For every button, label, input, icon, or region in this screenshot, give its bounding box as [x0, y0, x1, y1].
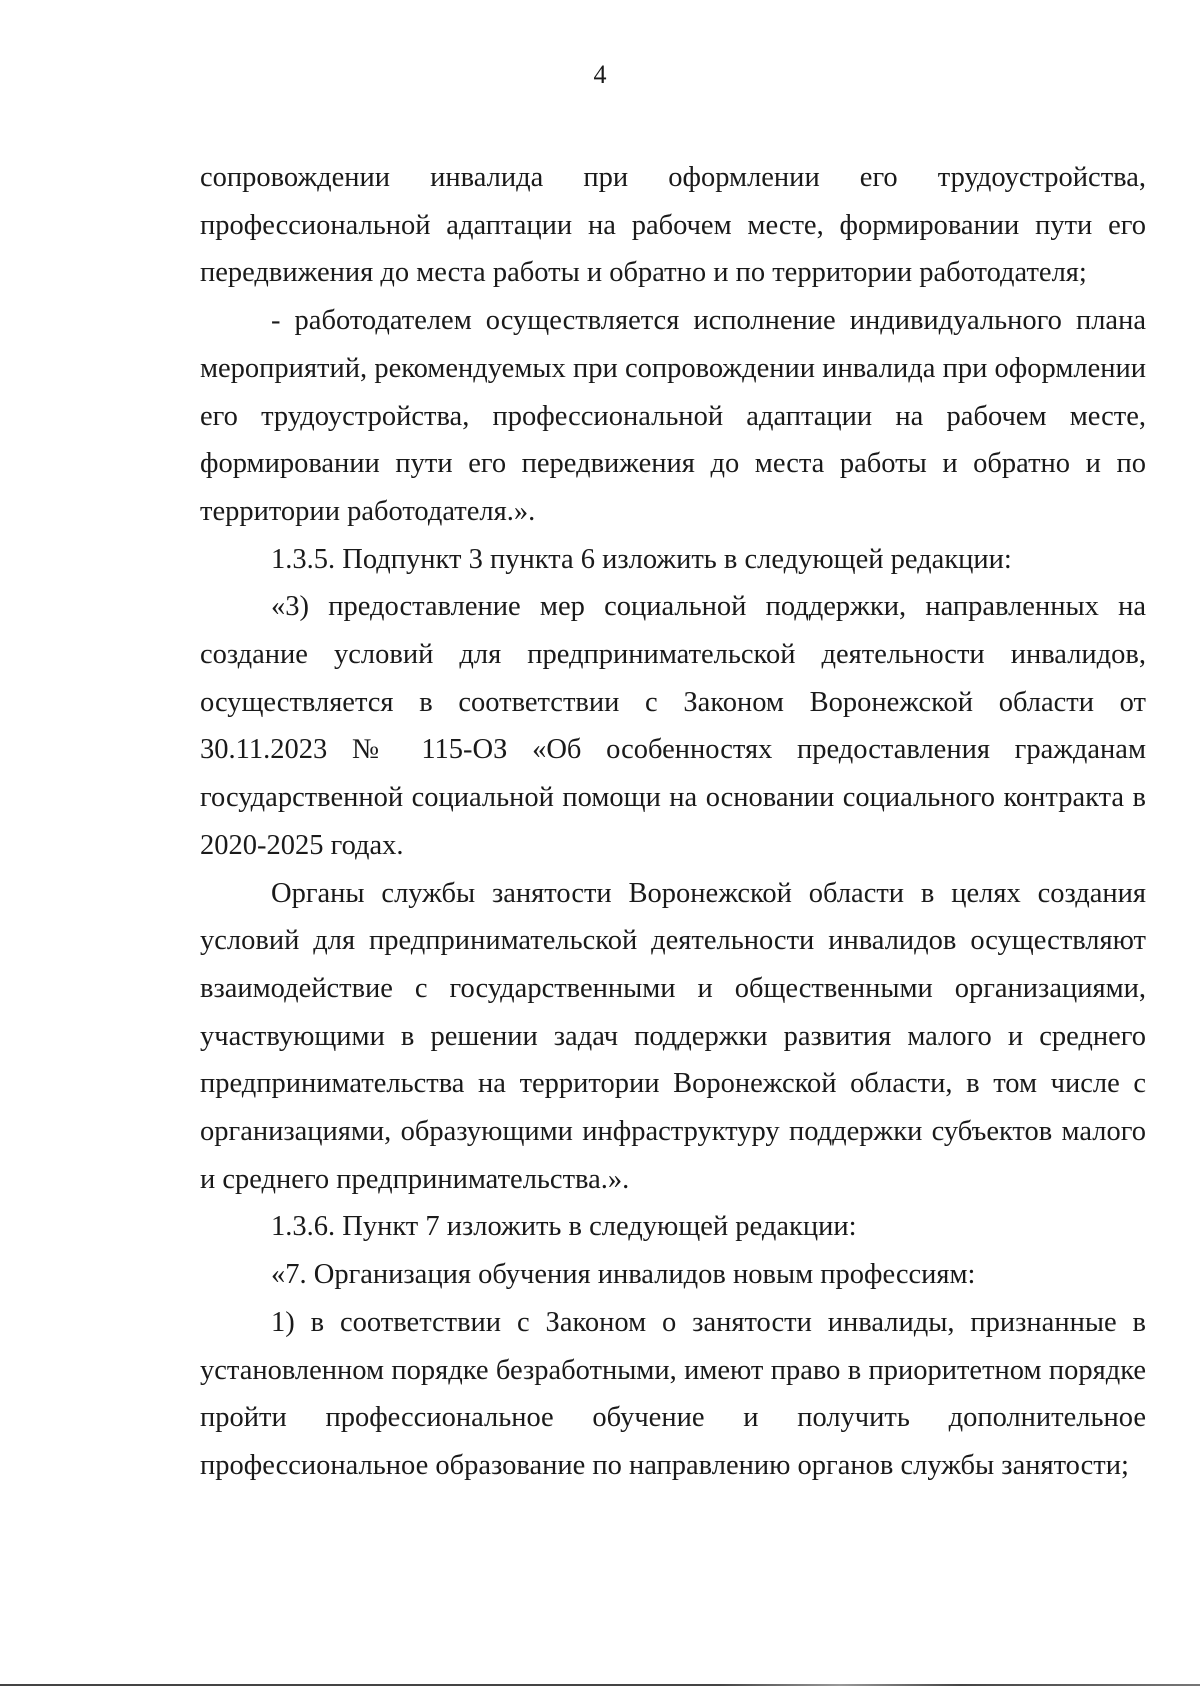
- paragraph-2: - работодателем осуществляется исполнение индивидуального плана мероприятий, рекомендуемых при сопровождении инвалида при оформлении его трудоустройства, профессиональной адаптации на рабочем месте, формировании пути его передвижения до места работы и обратно и по территории работодателя.».: [200, 305, 1146, 527]
- scan-bottom-edge: [0, 1684, 1200, 1686]
- document-body: [200, 154, 1146, 1490]
- paragraph-1: сопровождении инвалида при оформлении его трудоустройства, профессиональной адаптации на рабочем месте, формировании пути его передвижения до места работы и обратно и по территории работодателя;: [200, 162, 1146, 289]
- paragraph-6: 1.3.6. Пункт 7 изложить в следующей редакции:: [271, 1211, 857, 1243]
- paragraph-5: Органы службы занятости Воронежской области в целях создания условий для предпринимательской деятельности инвалидов осуществляют взаимодействие с государственными и общественными организациями, участвующими в решении задач поддержки развития малого и среднего предпринимательства на территории Воронежской области, в том числе с организациями, образующими инфраструктуру поддержки субъектов малого и среднего предпринимательства.».: [200, 877, 1146, 1195]
- paragraph-4: «3) предоставление мер социальной поддержки, направленных на создание условий для предпринимательской деятельности инвалидов, осуществляется в соответствии с Законом Воронежской области от 30.11.2023 № 115-ОЗ «Об особенностях предоставления гражданам государственной социальной помощи на основании социального контракта в 2020-2025 годах.: [200, 591, 1146, 861]
- paragraph-3: 1.3.5. Подпункт 3 пункта 6 изложить в следующей редакции:: [271, 543, 1012, 575]
- page-number: 4: [593, 60, 607, 89]
- paragraph-7: «7. Организация обучения инвалидов новым профессиям:: [271, 1259, 976, 1291]
- paragraph-8: 1) в соответствии с Законом о занятости инвалиды, признанные в установленном порядке безработными, имеют право в приоритетном порядке пройти профессиональное обучение и получить дополнительное профессиональное образование по направлению органов службы занятости;: [200, 1306, 1146, 1481]
